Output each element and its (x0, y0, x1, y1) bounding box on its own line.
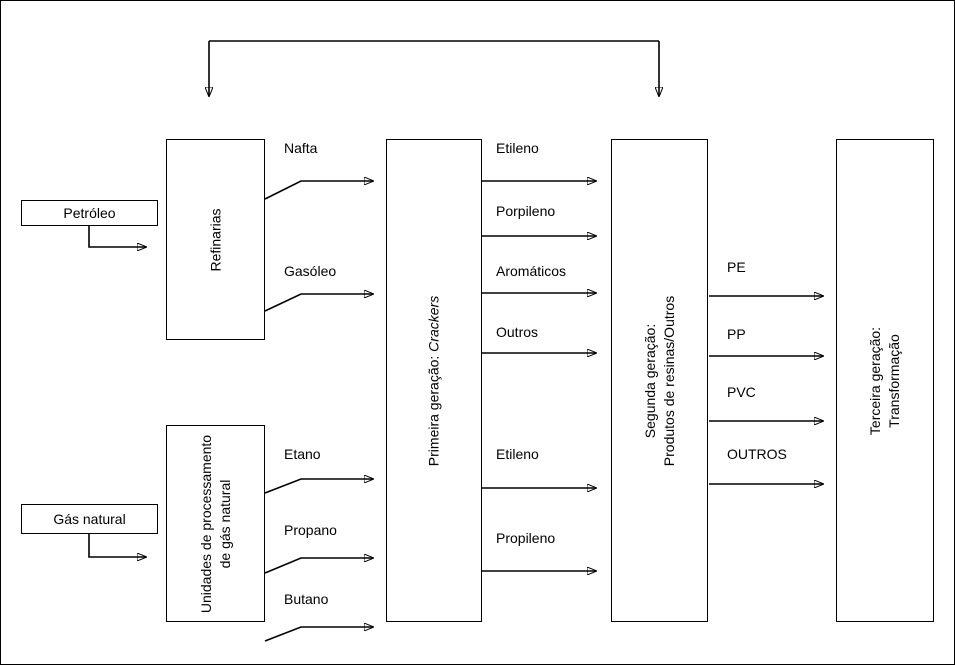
stage-label-refinarias: Refinarias (207, 207, 224, 272)
edge-label-outros-gen3: OUTROS (727, 446, 787, 462)
edge-label-pe: PE (727, 259, 746, 275)
edge-label-propano: Propano (284, 522, 337, 538)
gas-natural-connector (89, 534, 146, 557)
stage-label-terceira-geracao-line1: Terceira geração: (867, 326, 884, 435)
petroleo-connector (89, 224, 146, 247)
edge-label-etileno-2: Etileno (496, 446, 539, 462)
etano-arrow (265, 479, 373, 493)
stage-label-segunda-geracao-line1: Segunda geração: (641, 323, 658, 438)
stage-label-segunda-geracao-line2: Produtos de resinas/Outros (660, 295, 677, 466)
edge-label-aromaticos: Aromáticos (496, 263, 567, 279)
stage-box-unidades-gas[interactable] (166, 425, 265, 622)
nafta-arrow (265, 181, 373, 199)
stage-box-terceira-geracao[interactable] (836, 139, 934, 622)
edge-label-nafta: Nafta (284, 140, 318, 156)
stage-label-primeira-geracao-text: Primeira geração: (425, 351, 442, 466)
edge-label-propileno: Propileno (496, 530, 556, 546)
edge-label-etileno-1: Etileno (496, 140, 539, 156)
edge-label-porpileno: Porpileno (496, 203, 556, 219)
edge-label-pp: PP (727, 326, 746, 342)
stage-label-unidades-gas: Unidades de processamento de gás natural (197, 434, 233, 613)
edge-label-gasoleo: Gasóleo (284, 263, 337, 279)
butano-arrow (265, 627, 373, 641)
input-box-gas-natural[interactable] (21, 504, 158, 534)
stage-label-terceira-geracao-line2: Transformação (886, 333, 902, 428)
stage-label-primeira-geracao (425, 295, 444, 465)
propano-arrow (265, 558, 373, 573)
stage-box-refinarias[interactable] (166, 139, 265, 340)
input-label-petroleo: Petróleo (63, 205, 116, 221)
stage-box-primeira-geracao[interactable] (386, 139, 482, 622)
edge-label-outros: Outros (496, 324, 539, 340)
edge-label-pvc: PVC (727, 384, 756, 400)
edge-label-etano: Etano (284, 446, 321, 462)
input-box-petroleo[interactable] (21, 200, 158, 226)
input-label-gas-natural: Gás natural (53, 511, 126, 527)
stage-label-segunda-geracao (641, 171, 679, 591)
gasoleo-arrow (265, 294, 373, 311)
stage-label-terceira-geracao (866, 171, 904, 591)
stage-label-primeira-geracao-emphasis: Crackers (425, 295, 442, 352)
stage-box-segunda-geracao[interactable] (611, 139, 708, 622)
edge-label-butano: Butano (284, 591, 329, 607)
